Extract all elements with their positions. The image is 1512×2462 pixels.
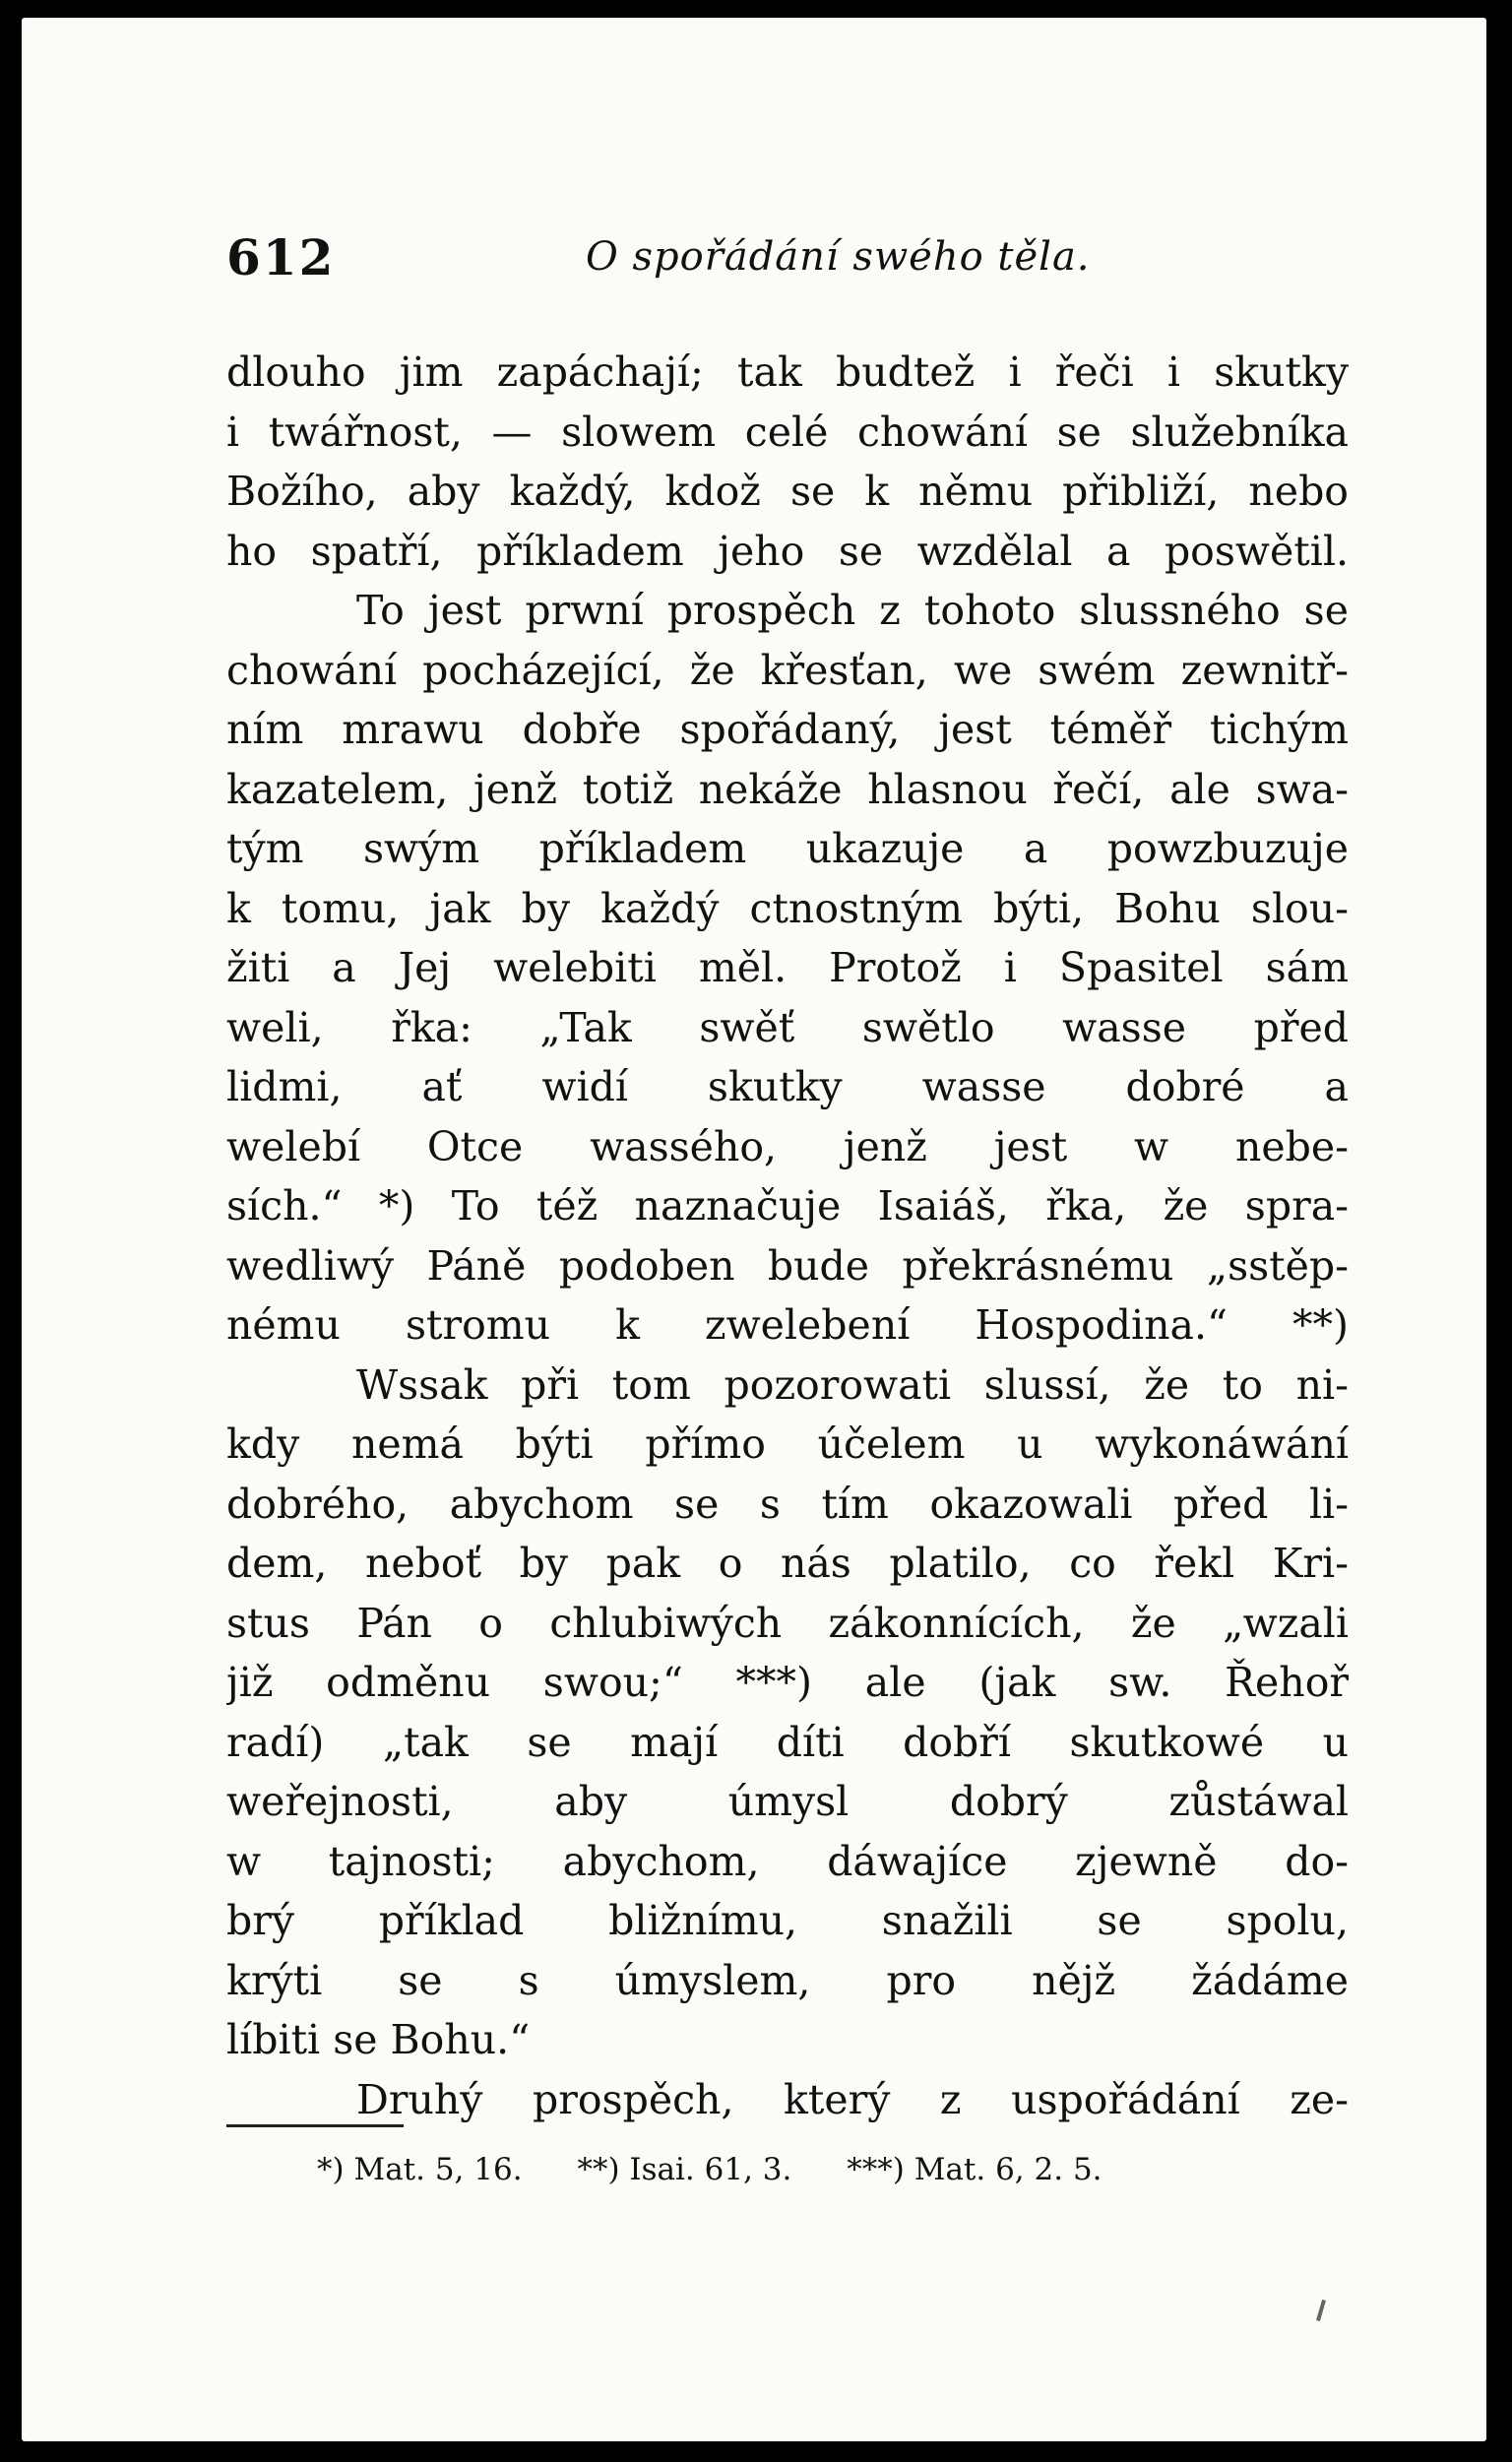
book-page: [22, 18, 1486, 2441]
text-line: To jest prwní prospěch z tohoto slussného se: [356, 587, 1349, 634]
footnote: *) Mat. 5, 16.: [317, 2152, 523, 2187]
text-line: radí) „tak se mají díti dobří skutkowé u: [226, 1718, 1349, 1766]
text-line: žiti a Jej welebiti měl. Protož i Spasitel sám: [226, 944, 1349, 991]
text-line: nému stromu k zwelebení Hospodina.“ **): [226, 1301, 1349, 1349]
text-line: Wssak při tom pozorowati slussí, že to ni-: [356, 1360, 1349, 1409]
text-line: chowání pocházející, že křesťan, we swém zewnitř-: [226, 646, 1349, 694]
footnote: ***) Mat. 6, 2. 5.: [847, 2152, 1102, 2187]
footnote-divider: [226, 2124, 404, 2127]
text-line: weli, řka: „Tak swěť swětlo wasse před: [226, 1003, 1349, 1051]
text-line: kdy nemá býti přímo účelem u wykonáwání: [226, 1420, 1349, 1468]
text-line: stus Pán o chlubiwých zákonnících, že „wzali: [226, 1599, 1349, 1647]
text-line: krýti se s úmyslem, pro nějž žádáme: [226, 1956, 1349, 2004]
text-line: brý příklad bližnímu, snažili se spolu,: [226, 1897, 1349, 1944]
text-line: dlouho jim zapáchají; tak budtež i řeči i skutky: [226, 348, 1349, 396]
text-line: Božího, aby každý, kdož se k němu přibliží, nebo: [226, 468, 1349, 515]
text-line: líbiti se Bohu.“: [226, 2016, 531, 2063]
footnotes: [317, 2152, 1148, 2187]
text-line: k tomu, jak by každý ctnostným býti, Bohu slou-: [226, 884, 1349, 932]
text-line: weřejnosti, aby úmysl dobrý zůstáwal: [226, 1778, 1349, 1825]
running-title: O spořádání swého těla.: [586, 234, 1091, 280]
page-number: 612: [226, 228, 336, 286]
text-line: ho spatří, příkladem jeho se wzdělal a poswětil.: [226, 527, 1349, 575]
text-line: dem, neboť by pak o nás platilo, co řekl Kri-: [226, 1540, 1349, 1587]
text-line: již odměnu swou;“ ***) ale (jak sw. Řehoř: [226, 1659, 1349, 1706]
text-line: Druhý prospěch, který z uspořádání ze-: [356, 2075, 1349, 2123]
text-line: w tajnosti; abychom, dáwajíce zjewně do-: [226, 1837, 1349, 1885]
text-line: sích.“ *) To též naznačuje Isaiáš, řka, že spra-: [226, 1182, 1349, 1230]
text-line: dobrého, abychom se s tím okazowali před li-: [226, 1480, 1349, 1528]
text-line: ním mrawu dobře spořádaný, jest téměř tichým: [226, 706, 1349, 753]
text-line: i twářnost, — slowem celé chowání se služebníka: [226, 408, 1349, 456]
footnote: **) Isai. 61, 3.: [577, 2152, 792, 2187]
page-header: [226, 221, 1339, 289]
body-text: [226, 343, 1349, 2129]
paper-mark: [1316, 2300, 1326, 2321]
text-line: tým swým příkladem ukazuje a powzbuzuje: [226, 825, 1349, 872]
text-line: welebí Otce wassého, jenž jest w nebe-: [226, 1122, 1349, 1170]
text-line: kazatelem, jenž totiž nekáže hlasnou řečí, ale swa-: [226, 765, 1349, 813]
text-line: wedliwý Páně podoben bude překrásnému „sstěp-: [226, 1241, 1349, 1290]
text-line: lidmi, ať widí skutky wasse dobré a: [226, 1063, 1349, 1110]
